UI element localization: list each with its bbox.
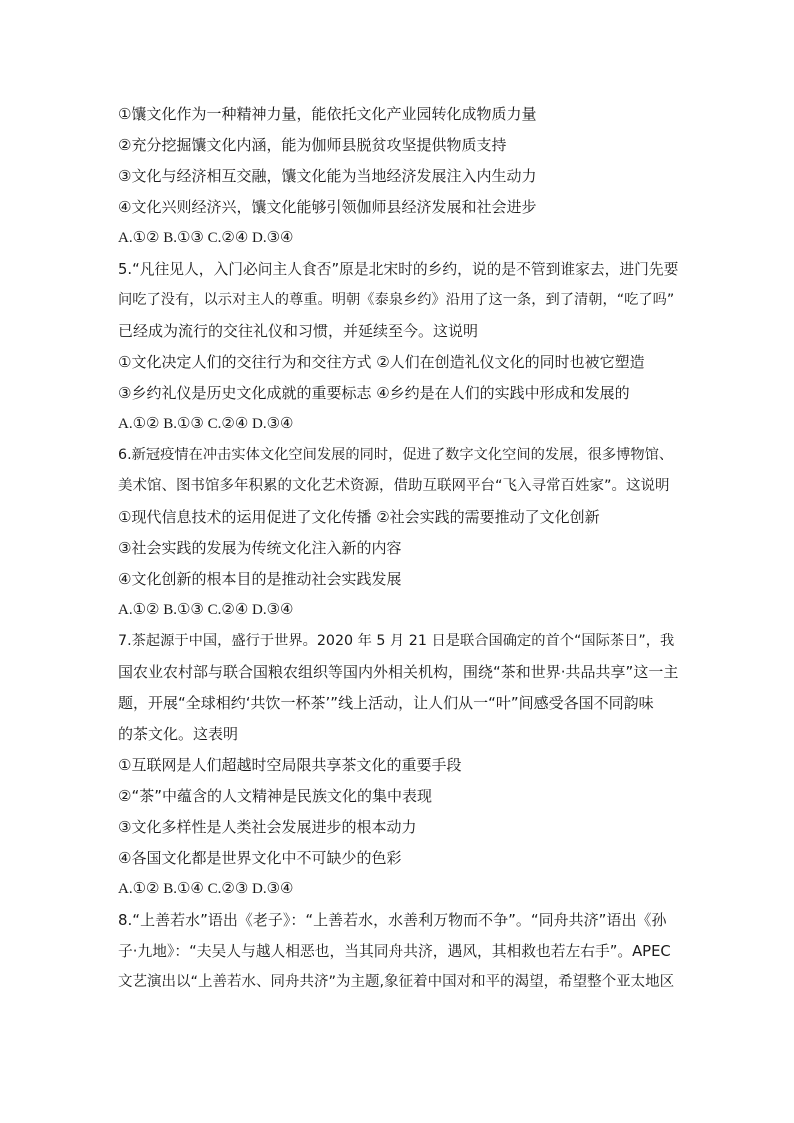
question-text: 文艺演出以“上善若水、同舟共济”为主题,象征着中国对和平的渴望，希望整个亚太地区 xyxy=(118,974,675,990)
option-line: ④文化创新的根本目的是推动社会实践发展 xyxy=(118,570,402,588)
answer-choices: A.①② B.①③ C.②④ D.③④ xyxy=(118,602,294,618)
question-text: 已经成为流行的交往礼仪和习惯，并延续至今。这说明 xyxy=(118,322,479,340)
question-text: 问吃了没有，以示对主人的尊重。明朝《泰泉乡约》沿用了这一条，到了清朝，“吃了吗” xyxy=(118,292,675,308)
option-line: ③社会实践的发展为传统文化注入新的内容 xyxy=(118,539,402,557)
question-text: 8.“上善若水”语出《老子》：“上善若水，水善利万物而不争”。“同舟共济”语出《孙 xyxy=(118,911,667,929)
option-line: ①文化决定人们的交往行为和交往方式 ②人们在创造礼仪文化的同时也被它塑造 xyxy=(118,353,645,371)
document-page xyxy=(118,99,678,998)
answer-choices: A.①② B.①④ C.②③ D.③④ xyxy=(118,881,294,897)
option-line: ③文化多样性是人类社会发展进步的根本动力 xyxy=(118,818,417,836)
question-text: 的茶文化。这表明 xyxy=(118,725,239,743)
question-text: 6.新冠疫情在冲击实体文化空间发展的同时，促进了数字文化空间的发展，很多博物馆、 xyxy=(118,447,674,463)
option-line: ①互联网是人们超越时空局限共享茶文化的重要手段 xyxy=(118,756,462,774)
question-text: 5.“凡往见人，入门必问主人食否”原是北宋时的乡约，说的是不管到谁家去，进门先要 xyxy=(118,261,679,278)
question-text: 美术馆、图书馆多年积累的文化艺术资源，借助互联网平台“飞入寻常百姓家”。这说明 xyxy=(118,478,670,494)
option-line: ①现代信息技术的运用促进了文化传播 ②社会实践的需要推动了文化创新 xyxy=(118,508,600,526)
option-line: ④文化兴则经济兴，馕文化能够引领伽师县经济发展和社会进步 xyxy=(118,198,537,216)
answer-choices: A.①② B.①③ C.②④ D.③④ xyxy=(118,416,294,432)
option-line: ④各国文化都是世界文化中不可缺少的色彩 xyxy=(118,849,402,867)
option-line: ②“茶”中蕴含的人文精神是民族文化的集中表现 xyxy=(118,787,432,805)
answer-choices: A.①② B.①③ C.②④ D.③④ xyxy=(118,230,294,246)
question-text: 子·九地》：“夫吴人与越人相恶也，当其同舟共济，遇风，其相救也若左右手”。APEC xyxy=(118,943,671,960)
option-line: ③乡约礼仪是历史文化成就的重要标志 ④乡约是在人们的实践中形成和发展的 xyxy=(118,384,630,402)
option-line: ①馕文化作为一种精神力量，能依托文化产业园转化成物质力量 xyxy=(118,105,537,123)
option-line: ②充分挖掘馕文化内涵，能为伽师县脱贫攻坚提供物质支持 xyxy=(118,136,507,154)
question-text: 7.茶起源于中国，盛行于世界。2020 年 5 月 21 日是联合国确定的首个“国际茶日”，我 xyxy=(118,633,675,649)
question-text: 国农业农村部与联合国粮农组织等国内外相关机构，围绕“茶和世界·共品共享”这一主 xyxy=(118,663,679,681)
question-text: 题，开展“全球相约‘共饮一杯茶’”线上活动，让人们从一“叶”间感受各国不同韵味 xyxy=(118,694,654,712)
option-line: ③文化与经济相互交融，馕文化能为当地经济发展注入内生动力 xyxy=(118,167,537,185)
